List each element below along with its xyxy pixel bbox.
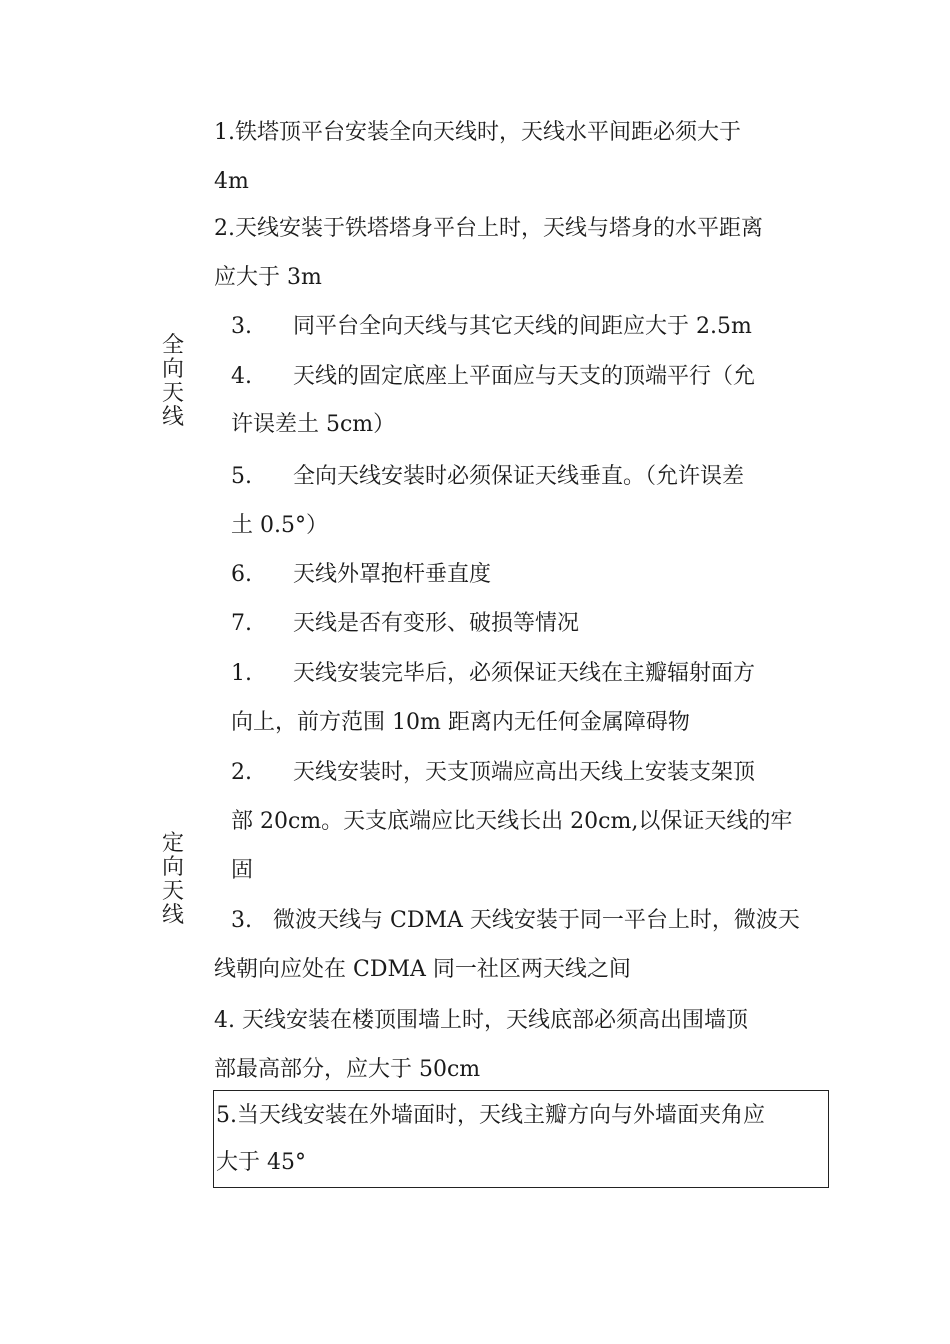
omni-item-1-line-1: 1.铁塔顶平台安装全向天线时，天线水平间距必须大于 <box>214 120 741 145</box>
dir-item-2-line-3: 固 <box>231 858 254 883</box>
dir-item-1 <box>231 649 755 698</box>
dir-item-2-text: 天线安装时，天支顶端应高出天线上安装支架顶 <box>293 760 756 785</box>
dir-item-4-line-1: 4. 天线安装在楼顶围墙上时，天线底部必须高出围墙顶 <box>214 1008 748 1033</box>
dir-item-1-line-2: 向上，前方范围 10m 距离内无任何金属障碍物 <box>231 710 690 735</box>
dir-item-2-line-2: 部 20cm。天支底端应比天线长出 20cm,以保证天线的牢 <box>231 809 793 834</box>
omni-item-1-line-2: 4m <box>214 169 249 194</box>
omni-item-7-text: 天线是否有变形、破损等情况 <box>293 611 580 636</box>
dir-item-3-line-2: 线朝向应处在 CDMA 同一社区两天线之间 <box>214 957 631 982</box>
omni-item-5-line-2: 土 0.5°） <box>231 513 328 538</box>
directional-antenna-section-label: 定向天线 <box>161 831 184 928</box>
omni-item-4 <box>231 352 755 401</box>
omni-antenna-section-label: 全向天线 <box>161 333 184 430</box>
dir-item-3 <box>231 896 800 945</box>
omni-item-3-number: 3. <box>231 314 252 339</box>
omni-item-6-text: 天线外罩抱杆垂直度 <box>293 562 492 587</box>
omni-item-7-number: 7. <box>231 611 252 636</box>
omni-item-5-number: 5. <box>231 464 252 489</box>
omni-item-2-line-2: 应大于 3m <box>214 265 322 290</box>
omni-item-6-number: 6. <box>231 562 252 587</box>
omni-item-3-text: 同平台全向天线与其它天线的间距应大于 2.5m <box>293 314 752 339</box>
dir-item-1-number: 1. <box>231 661 252 686</box>
dir-item-5-line-1: 5.当天线安装在外墙面时，天线主瓣方向与外墙面夹角应 <box>216 1103 765 1128</box>
omni-item-6 <box>231 550 491 599</box>
omni-item-3 <box>231 302 752 351</box>
omni-item-7 <box>231 599 579 648</box>
dir-item-2-number: 2. <box>231 760 252 785</box>
omni-item-5-text: 全向天线安装时必须保证天线垂直。（允许误差 <box>293 464 745 489</box>
omni-item-5 <box>231 452 744 501</box>
dir-item-3-number: 3. <box>231 908 252 933</box>
dir-item-4-line-2: 部最高部分，应大于 50cm <box>214 1057 481 1082</box>
dir-item-5-line-2: 大于 45° <box>216 1150 306 1175</box>
omni-item-4-text: 天线的固定底座上平面应与天支的顶端平行（允 <box>293 364 756 389</box>
dir-item-1-text: 天线安装完毕后，必须保证天线在主瓣辐射面方 <box>293 661 756 686</box>
omni-item-2-line-1: 2.天线安装于铁塔塔身平台上时，天线与塔身的水平距离 <box>214 216 763 241</box>
dir-item-5-box <box>213 1090 829 1188</box>
omni-item-4-number: 4. <box>231 364 252 389</box>
omni-item-4-line-2: 许误差土 5cm） <box>231 412 396 437</box>
dir-item-3-text: 微波天线与 CDMA 天线安装于同一平台上时，微波天 <box>273 908 800 933</box>
dir-item-2 <box>231 748 755 797</box>
